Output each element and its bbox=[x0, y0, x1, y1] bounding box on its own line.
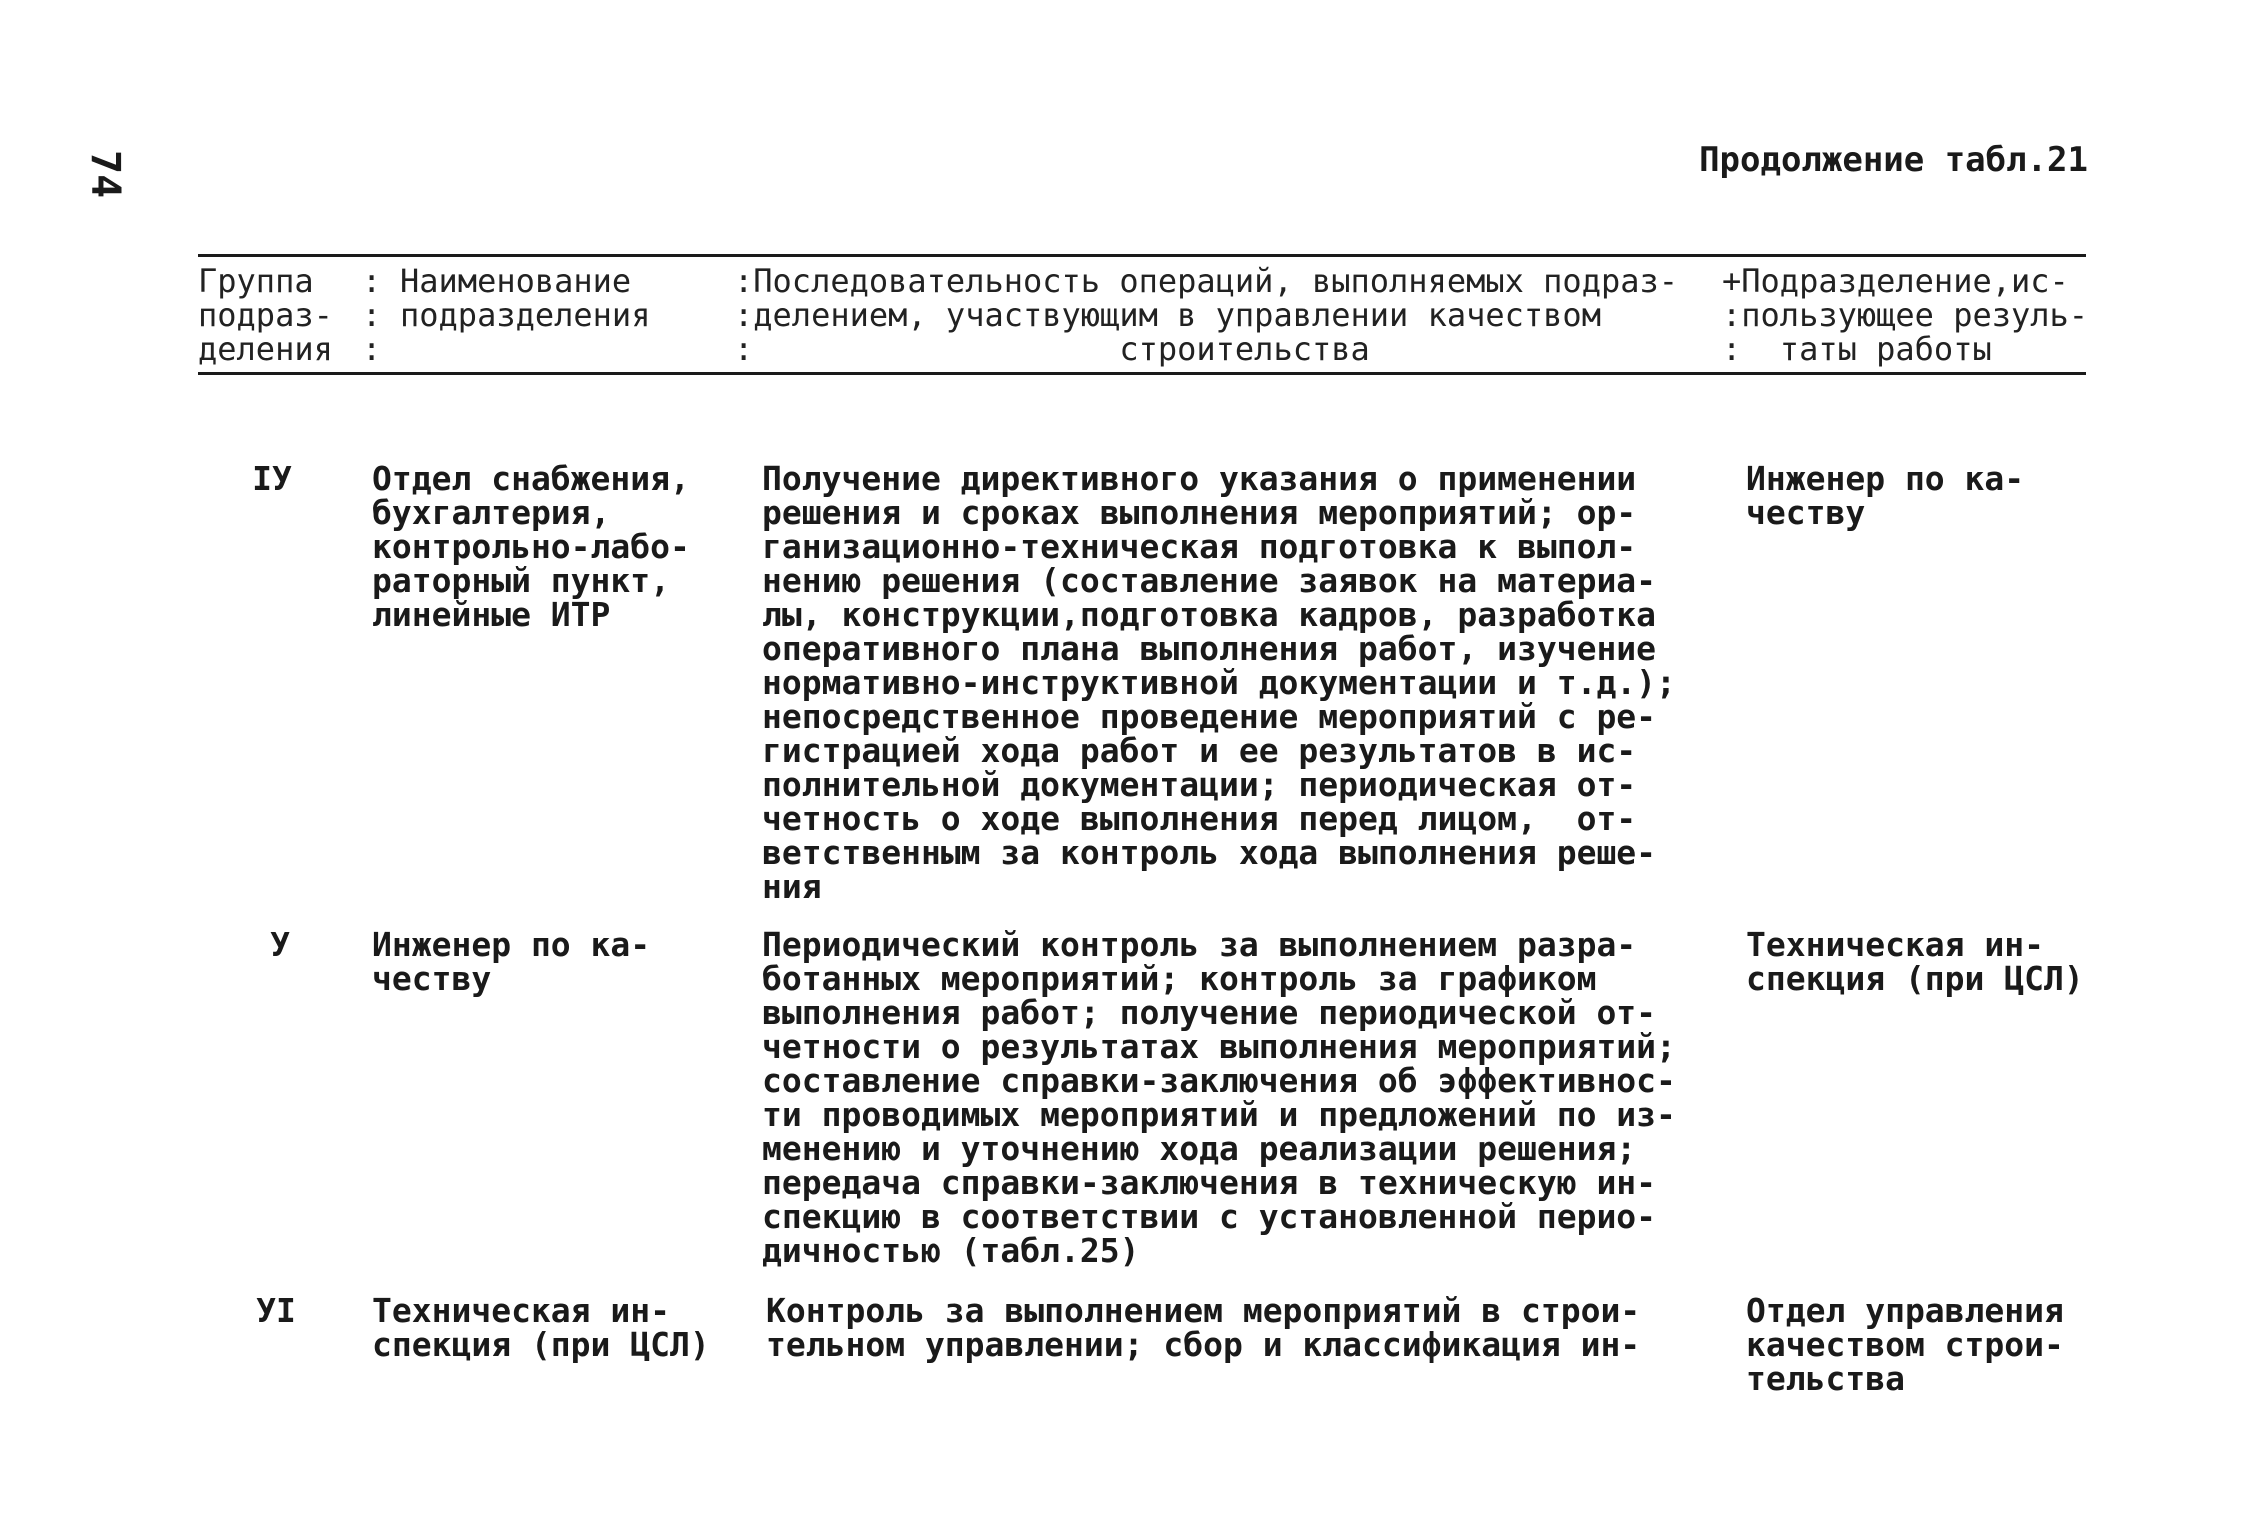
header-user: +Подразделение,ис- :пользующее резуль- : таты работы bbox=[1722, 262, 2089, 368]
row-3-name: Техническая ин- спекция (при ЦСЛ) bbox=[372, 1291, 710, 1364]
table-top-rule bbox=[198, 254, 2086, 257]
header-sequence: :Последовательность операций, выполняемых подраз- :делением, участвующим в управлении качеством : строительства bbox=[734, 262, 1679, 368]
row-3-group: УI bbox=[256, 1291, 296, 1330]
row-2-user: Техническая ин- спекция (при ЦСЛ) bbox=[1746, 925, 2084, 998]
header-name: Наименование подразделения bbox=[400, 262, 651, 334]
row-2-group: У bbox=[270, 925, 290, 964]
page-number: 74 bbox=[82, 150, 128, 199]
table-header-rule bbox=[198, 372, 2086, 375]
row-3-user: Отдел управления качеством строи- тельства bbox=[1746, 1291, 2064, 1398]
row-2-name: Инженер по ка- честву bbox=[372, 925, 651, 998]
row-2-sequence: Периодический контроль за выполнением разра- ботанных мероприятий; контроль за графиком выполнения работ; получение периодической от- четности о результатах выполнения мероприятий; составление справки-заключения об эффективнос- ти проводимых мероприятий и предложений по из- менению и уточнению хода реализации решения; передача справки-заключения в техническую ин- спекцию в соответствии с установленной перио- дичностью (табл.25) bbox=[762, 925, 1676, 1270]
header-group: Группа подраз- деления bbox=[198, 262, 333, 368]
row-1-group: IУ bbox=[252, 459, 292, 498]
row-1-sequence: Получение директивного указания о применении решения и сроках выполнения мероприятий; ор- ганизационно-техническая подготовка к выпол- нению решения (составление заявок на материа- лы, конструкции,подготовка кадров, разработка оперативного плана выполнения работ, изучение нормативно-инструктивной документации и т.д.); непосредственное проведение мероприятий с ре- гистрацией хода работ и ее результатов в ис- полнительной документации; периодическая от- четность о ходе выполнения перед лицом, от- ветственным за контроль хода выполнения реше- ния bbox=[762, 459, 1676, 906]
row-3-sequence: Контроль за выполнением мероприятий в строи- тельном управлении; сбор и классификация ин- bbox=[766, 1291, 1641, 1364]
row-1-user: Инженер по ка- честву bbox=[1746, 459, 2025, 532]
table-continuation-label: Продолжение табл.21 bbox=[1699, 140, 2088, 180]
header-group-separator: : : : bbox=[362, 262, 382, 368]
row-1-name: Отдел снабжения, бухгалтерия, контрольно-лабо- раторный пункт, линейные ИТР bbox=[372, 459, 690, 634]
